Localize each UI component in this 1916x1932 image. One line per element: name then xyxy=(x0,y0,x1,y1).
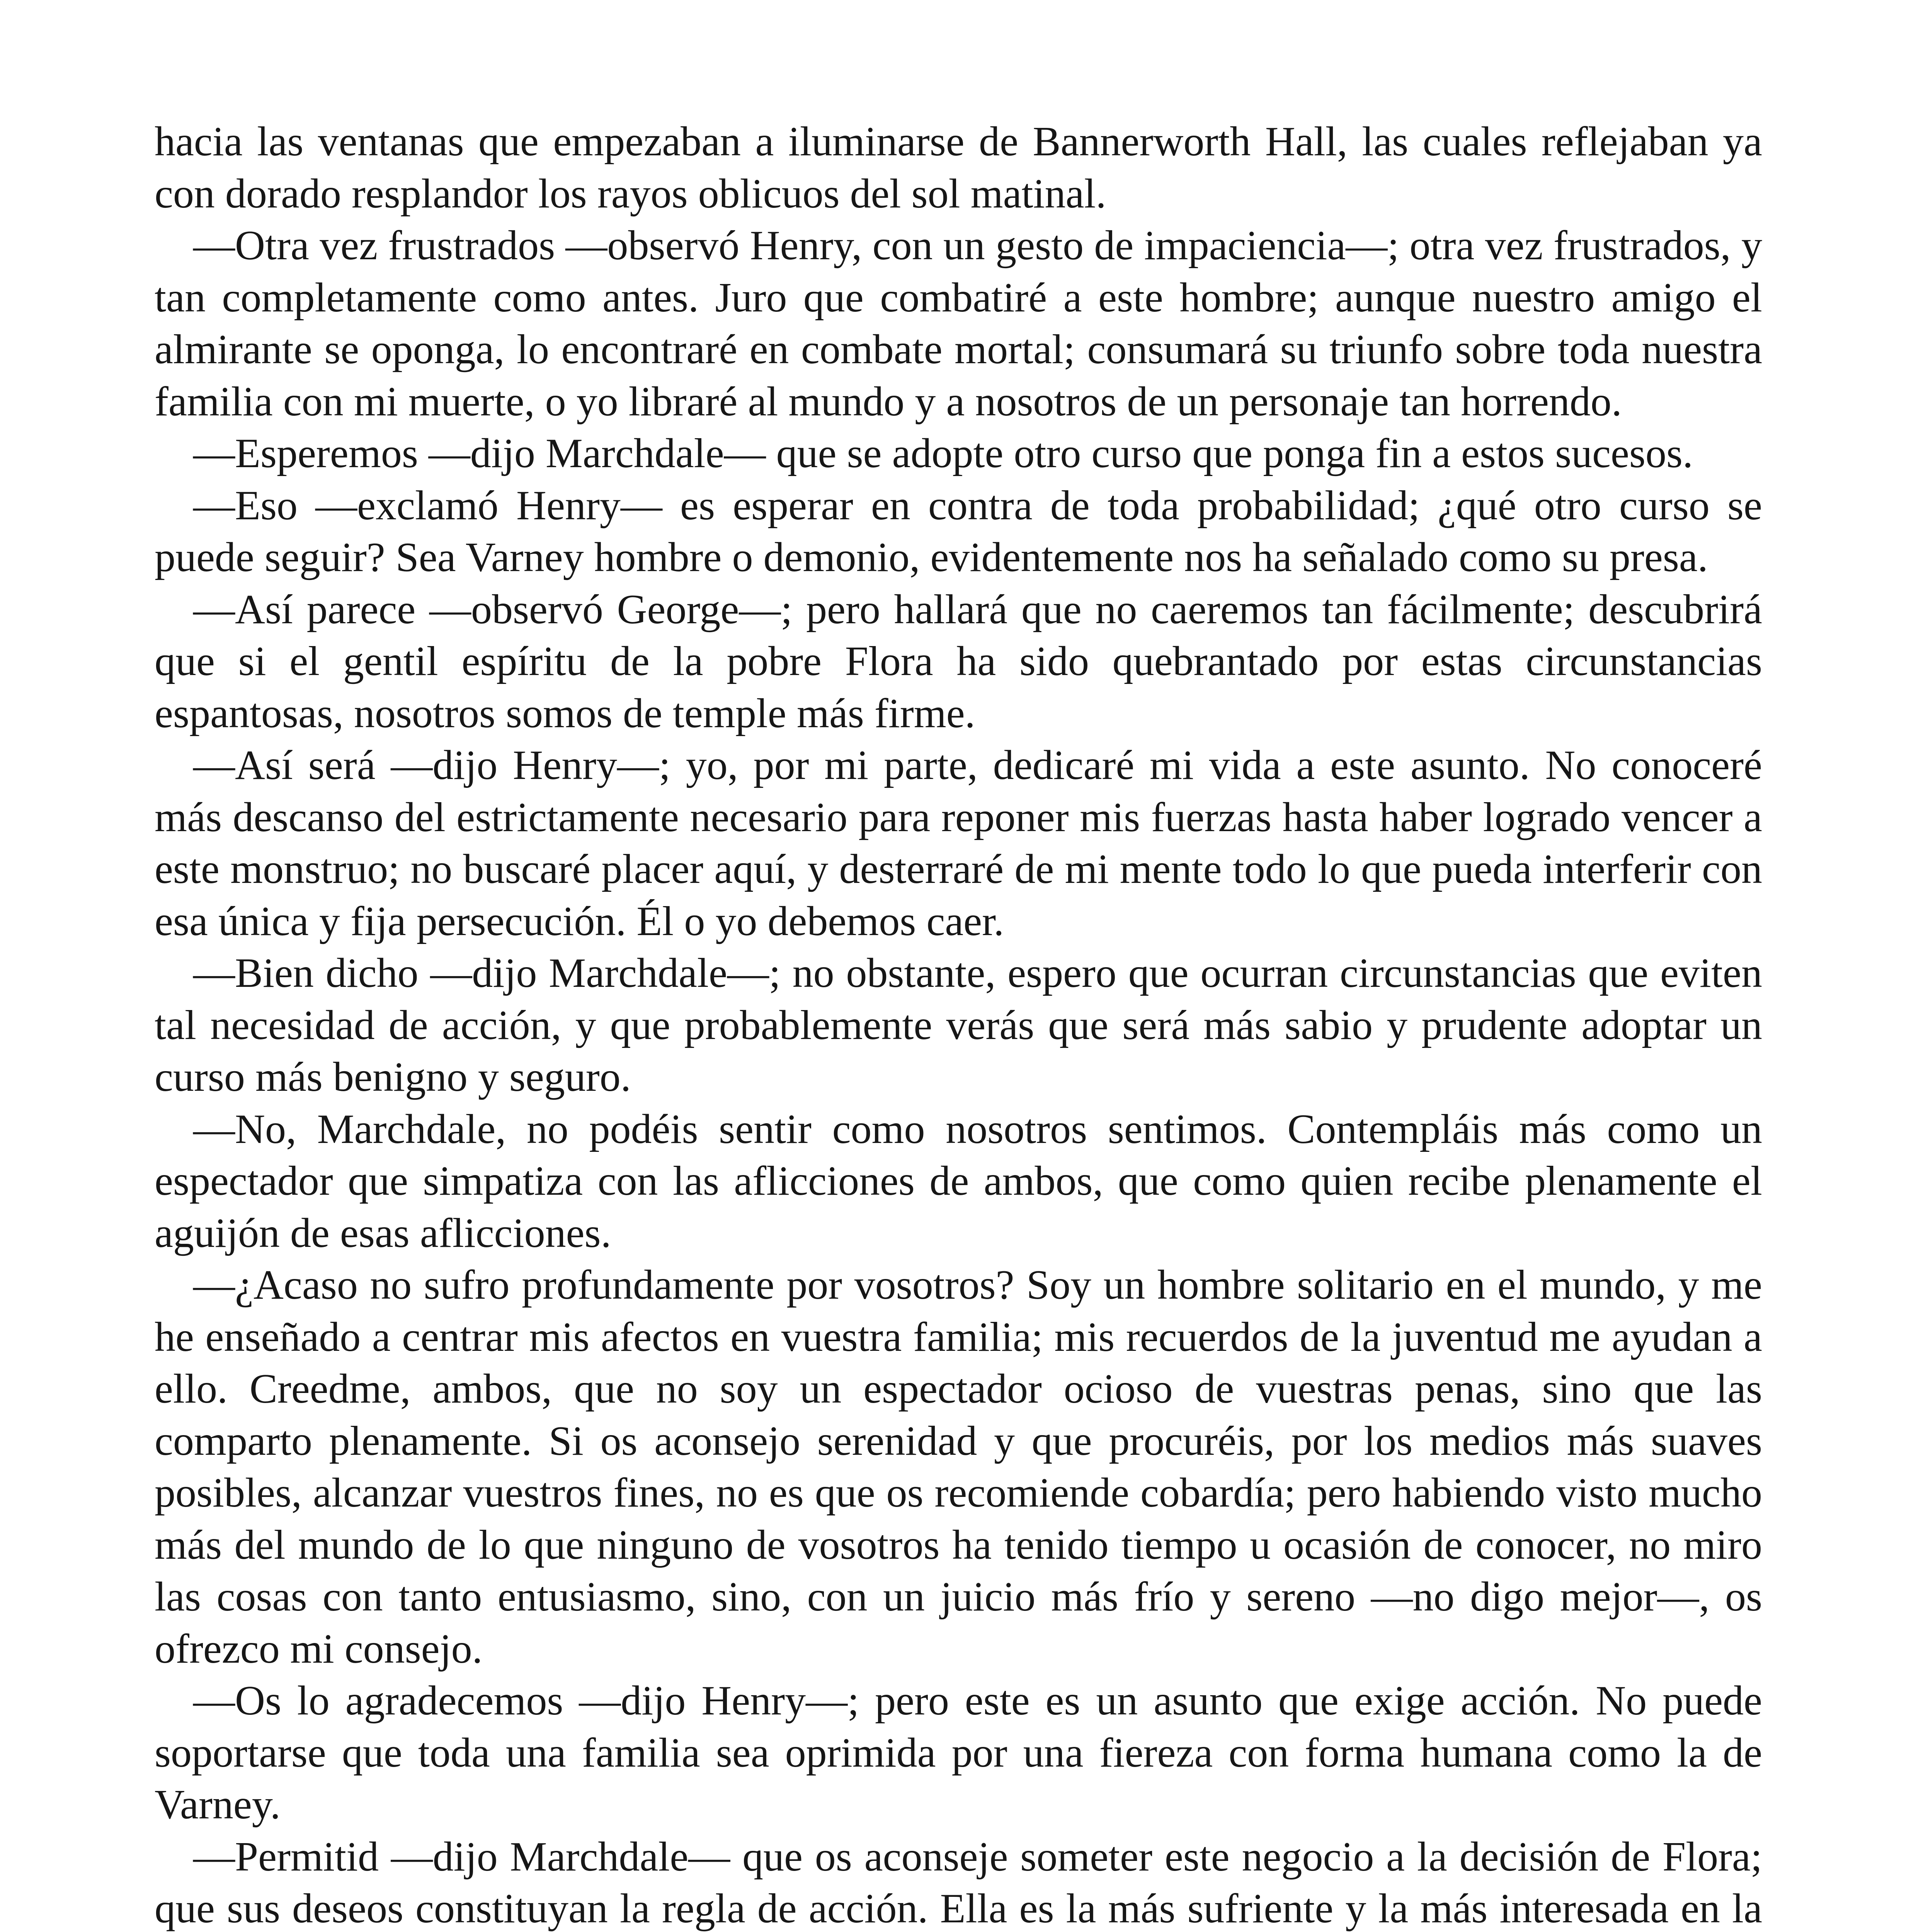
paragraph-10: —Os lo agradecemos —dijo Henry—; pero este es un asunto que exige acción. No puede soportarse que toda una familia sea oprimida por una fiereza con forma humana como la de Varney. xyxy=(155,1678,1762,1828)
paragraph-2: —Otra vez frustrados —observó Henry, con un gesto de impaciencia—; otra vez frustrados, y tan completamente como antes. Juro que combatiré a este hombre; aunque nuestro amigo el almirante se oponga, lo encontraré en combate mortal; consumará su triunfo sobre toda nuestra familia con mi muerte, o yo libraré al mundo y a nosotros de un personaje tan horrendo. xyxy=(155,223,1762,425)
paragraph-3: —Esperemos —dijo Marchdale— que se adopte otro curso que ponga fin a estos sucesos. xyxy=(193,430,1693,476)
paragraph-7: —Bien dicho —dijo Marchdale—; no obstante, espero que ocurran circunstancias que eviten tal necesidad de acción, y que probablemente verás que será más sabio y prudente adoptar un curso más benigno y seguro. xyxy=(155,950,1762,1100)
paragraph-9: —¿Acaso no sufro profundamente por vosotros? Soy un hombre solitario en el mundo, y me he enseñado a centrar mis afectos en vuestra familia; mis recuerdos de la juventud me ayudan a ello. Creedme, ambos, que no soy un espectador ocioso de vuestras penas, sino que las comparto plenamente. Si os aconsejo serenidad y que procuréis, por los medios más suaves posibles, alcanzar vuestros fines, no es que os recomiende cobardía; pero habiendo visto mucho más del mundo de lo que ninguno de vosotros ha tenido tiempo u ocasión de conocer, no miro las cosas con tanto entusiasmo, sino, con un juicio más frío y sereno —no digo mejor—, os ofrezco mi consejo. xyxy=(155,1262,1762,1672)
paragraph-6: —Así será —dijo Henry—; yo, por mi parte, dedicaré mi vida a este asunto. No conoceré más descanso del estrictamente necesario para reponer mis fuerzas hasta haber logrado vencer a este monstruo; no buscaré placer aquí, y desterraré de mi mente todo lo que pueda interferir con esa única y fija persecución. Él o yo debemos caer. xyxy=(155,742,1762,944)
paragraph-4: —Eso —exclamó Henry— es esperar en contra de toda probabilidad; ¿qué otro curso se puede seguir? Sea Varney hombre o demonio, evidentemente nos ha señalado como su presa. xyxy=(155,482,1762,580)
paragraph-5: —Así parece —observó George—; pero hallará que no caeremos tan fácilmente; descubrirá que si el gentil espíritu de la pobre Flora ha sido quebrantado por estas circunstancias espantosas, nosotros somos de temple más firme. xyxy=(155,586,1762,736)
page-text xyxy=(155,116,1762,1932)
paragraph-1: hacia las ventanas que empezaban a iluminarse de Bannerworth Hall, las cuales reflejaban ya con dorado resplandor los rayos oblicuos del sol matinal. xyxy=(155,119,1762,217)
paragraph-11: —Permitid —dijo Marchdale— que os aconseje someter este negocio a la decisión de Flora; que sus deseos constituyan la regla de acción. Ella es la más sufriente y la más interesada en la xyxy=(155,1833,1762,1932)
paragraph-8: —No, Marchdale, no podéis sentir como nosotros sentimos. Contempláis más como un espectador que simpatiza con las aflicciones de ambos, que como quien recibe plenamente el aguijón de esas aflicciones. xyxy=(155,1106,1762,1256)
